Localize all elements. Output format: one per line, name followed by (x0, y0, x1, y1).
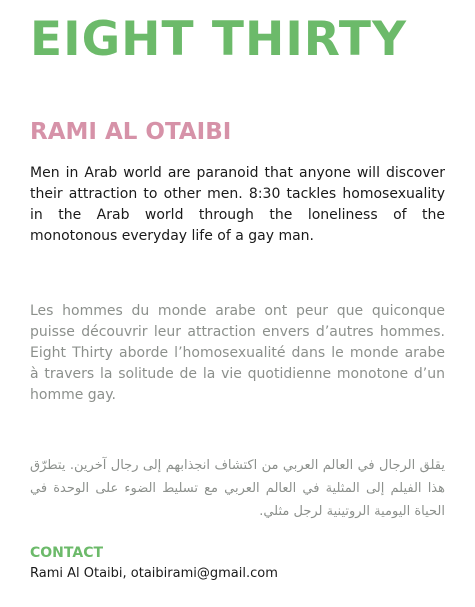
contact-heading: CONTACT (30, 545, 104, 561)
film-title: EIGHT THIRTY (30, 12, 407, 67)
description-english: Men in Arab world are paranoid that anyone will discover their attraction to other men. 8:30 tackles homosexuality in the Arab world through the loneliness of the monotonous everyday life of a gay man. (30, 165, 445, 244)
description-arabic: يقلق الرجال في العالم العربي من اكتشاف انجذابهم إلى رجال آخرين. يتطرّق هذا الفيلم إلى المثلية في العالم العربي مع تسليط الضوء على الوحدة في الحياة اليومية الروتينية لرجل مثلي. (30, 458, 445, 519)
description-french: Les hommes du monde arabe ont peur que quiconque puisse découvrir leur attraction envers d’autres hommes. Eight Thirty aborde l’homosexualité dans le monde arabe à travers la solitude de la vie quotidienne monotone d’un homme gay. (30, 303, 445, 403)
director-name: RAMI AL OTAIBI (30, 119, 232, 145)
contact-details: Rami Al Otaibi, otaibirami@gmail.com (30, 566, 278, 581)
